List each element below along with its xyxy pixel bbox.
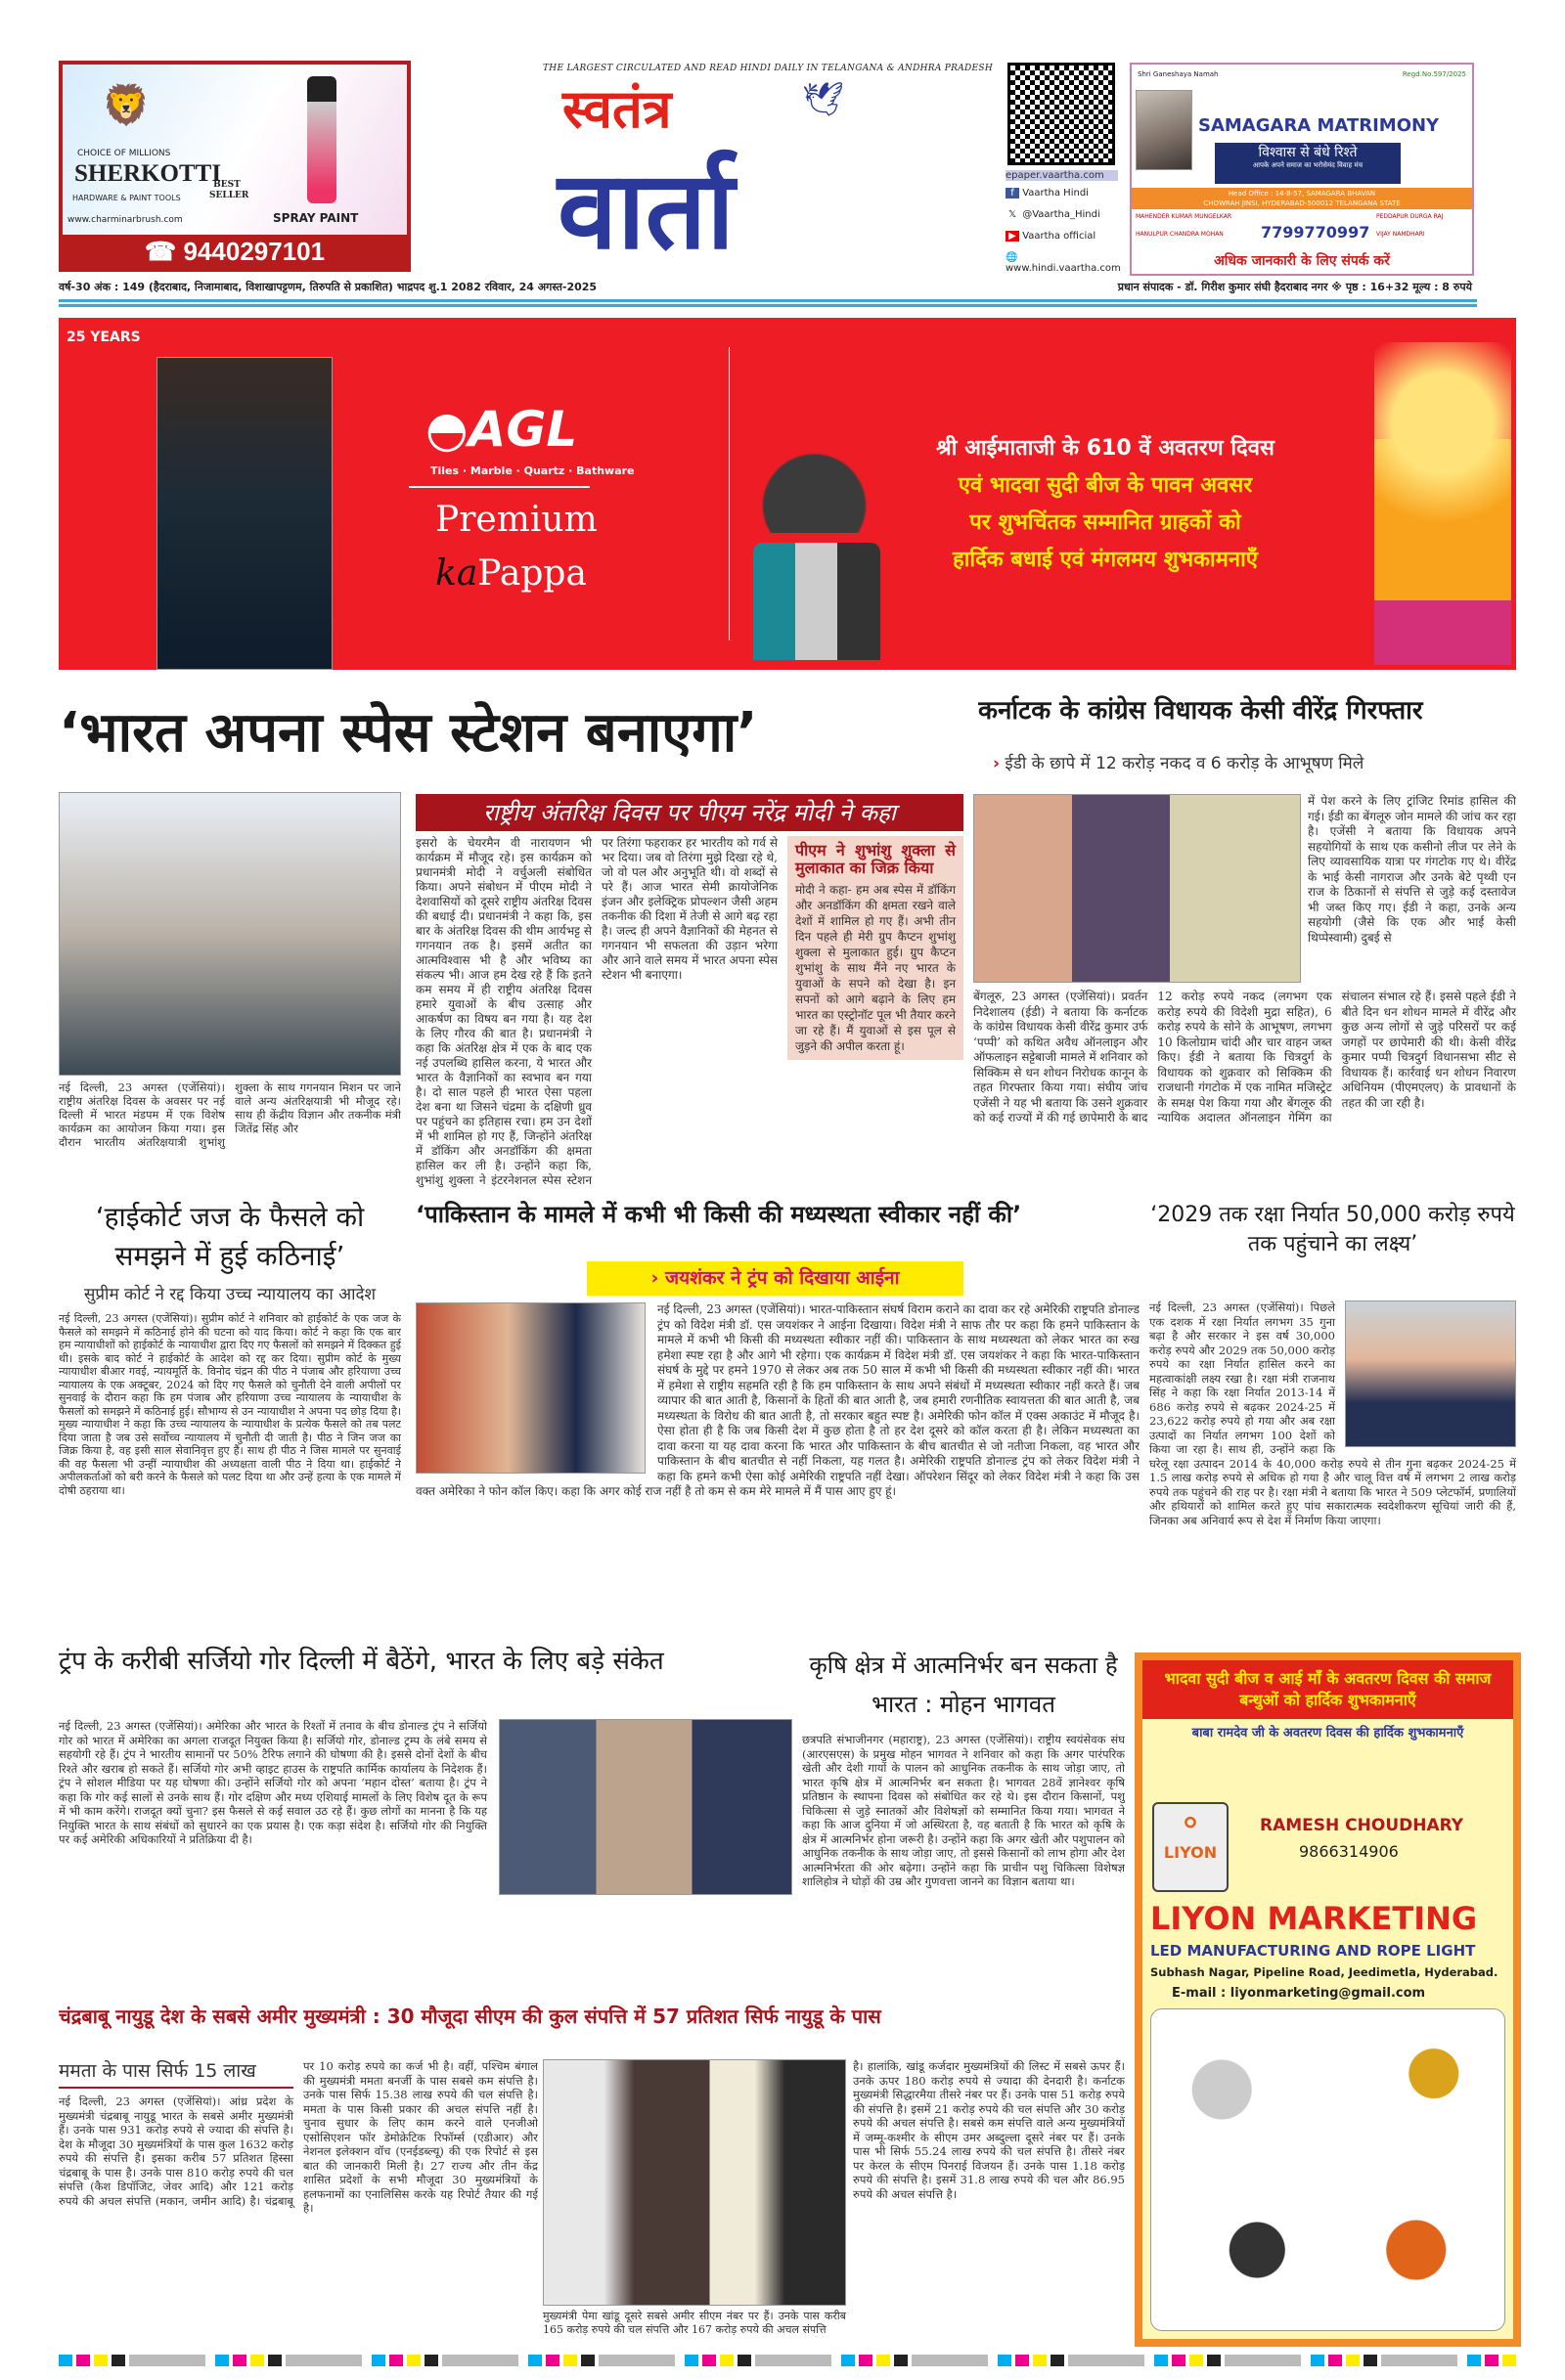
naidu-photo	[543, 2059, 846, 2306]
story-gor-headline[interactable]: ट्रंप के करीबी सर्जियो गोर दिल्ली में बैठेंगे, भारत के लिए बड़े संकेत	[59, 1647, 664, 1676]
story-defence-body	[1149, 1300, 1516, 1630]
ad-slogan-sub: आपके अपने समाज का भरोसेमंद विवाह मंच	[1252, 161, 1364, 169]
lead-sidebox	[787, 836, 963, 1060]
ad-divider	[409, 486, 590, 488]
ad-slogan: विश्वास से बंधे रिश्ते	[1258, 145, 1358, 160]
agl-sub: Tiles · Marble · Quartz · Bathware	[430, 464, 635, 477]
liyon-person: RAMESH CHOUDHARY	[1260, 1816, 1464, 1835]
liyon-phone: 9866314906	[1299, 1842, 1399, 1861]
ad-top-left: Shri Ganeshaya Namah	[1138, 70, 1219, 78]
ad-member: HANULPUR CHANDRA MOHAN	[1136, 231, 1224, 238]
naidu-caption: मुख्यमंत्री पेमा खांडू दूसरे सबसे अमीर सीएम नंबर पर हैं। उनके पास करीब 165 करोड़ रुपये की चल संपत्ति और 167 करोड़ रुपये की अचल संपत्ति	[543, 2310, 846, 2336]
social-links	[1006, 188, 1128, 274]
print-color-bar	[59, 2355, 1516, 2366]
sidebox-title: पीएम ने शुभांशु शुक्ला से मुलाकात का जिक्र किया	[795, 841, 956, 878]
story-bhagwat-headline[interactable]: कृषि क्षेत्र में आत्मनिर्भर बन सकता है भारत : मोहन भागवत	[809, 1652, 1118, 1718]
modi-photo	[59, 792, 401, 1076]
story-defence-headline[interactable]: ‘2029 तक रक्षा निर्यात 50,000 करोड़ रुपये तक पहुंचाने का लक्ष्य’	[1150, 1203, 1515, 1256]
social-label: @Vaartha_Hindi	[1022, 209, 1100, 220]
arrow-icon: ›	[650, 1267, 659, 1289]
sidebox-body: मोदी ने कहा- हम अब स्पेस में डॉकिंग और अनडॉकिंग की क्षमता रखने वाले देशों में शामिल हो गए हैं। अभी तीन दिन पहले ही मेरी ग्रुप कैप्टन शुभांशु शुक्ला से मुलाकात हुई। ग्रुप कैप्टन शुभांशु के साथ मैंने नए भारत के युवाओं के सपने को देखा है। इन सपनों को आगे बढ़ाने के लिए हम भारत का एस्ट्रोनॉट पूल भी तैयार करने जा रहे हैं। मैं युवाओं से इस पूल से जुड़ने की अपील करता हूं।	[795, 882, 956, 1053]
ad-phone: 9440297101	[183, 237, 326, 266]
liyon-products-image	[1150, 2008, 1505, 2331]
story-karnataka-sub: › ईडी के छापे में 12 करोड़ नकद व 6 करोड़ के आभूषण मिले	[993, 754, 1364, 773]
social-label: Vaartha Hindi	[1022, 188, 1089, 198]
sub-text: ईडी के छापे में 12 करोड़ नकद व 6 करोड़ के आभूषण मिले	[1005, 754, 1364, 773]
lead-body-area	[416, 836, 963, 1188]
ad-cta: अधिक जानकारी के लिए संपर्क करें	[1214, 253, 1390, 269]
story-naidu-headline[interactable]: चंद्रबाबू नायुडू देश के सबसे अमीर मुख्यमंत्री : 30 मौजूदा सीएम की कुल संपत्ति में 57 प्रतिशत सिर्फ नायुडू के पास	[59, 2005, 881, 2028]
x-link[interactable]	[1006, 209, 1128, 231]
ad-brand: SHERKOTTI	[74, 160, 222, 187]
greeting-line: हार्दिक बधाई एवं मंगलमय शुभकामनाएँ	[953, 548, 1258, 572]
x-icon: 𝕏	[1007, 209, 1017, 220]
masthead-logo-top: स्वतंत्र	[562, 78, 672, 140]
greeting-line: पर शुभचिंतक सम्मानित ग्राहकों को	[969, 510, 1241, 535]
ad-sub: HARDWARE & PAINT TOOLS	[72, 194, 181, 202]
globe-icon: 🌐	[1006, 252, 1018, 263]
lion-logo-icon: 🦁	[102, 83, 151, 128]
ad-liyon-marketing	[1135, 1653, 1521, 2347]
best-seller-badge: BEST SELLER	[209, 180, 249, 200]
qr-code[interactable]	[1007, 63, 1115, 165]
facebook-icon: f	[1006, 188, 1019, 198]
header-divider	[59, 299, 1477, 307]
ad-person-photo	[1136, 90, 1192, 170]
slogan-premium: Premium	[435, 500, 598, 540]
agl-logo-icon: ◓	[425, 401, 469, 458]
greeting-line: एवं भादवा सुदी बीज के पावन अवसर	[958, 473, 1253, 498]
molecule-icon: ⚬	[1176, 1804, 1205, 1843]
agl-brand: AGL	[468, 401, 578, 458]
lead-headline[interactable]: ‘भारत अपना स्पेस स्टेशन बनाएगा’	[59, 701, 758, 765]
liyon-email[interactable]: E-mail : liyonmarketing@gmail.com	[1172, 1986, 1426, 2001]
trump-modi-gor-photo	[499, 1719, 792, 1895]
ad-reg: Regd.No.597/2025	[1402, 70, 1466, 78]
youtube-link[interactable]	[1006, 231, 1128, 252]
ad-member: MAHENDER KUMAR MUNGELKAR	[1136, 213, 1232, 220]
ad-phone-bar: ☎ 9440297101	[63, 235, 407, 268]
story-hc-headline[interactable]: ‘हाईकोर्ट जज के फैसले को समझने में हुई कठिनाई’	[95, 1201, 365, 1272]
ad-member: VIJAY NAMDHARI	[1376, 231, 1425, 238]
liyon-address: Subhash Nagar, Pipeline Road, Jeedimetla, Hyderabad.	[1150, 1965, 1498, 1979]
ad-url: www.charminarbrush.com	[67, 215, 183, 225]
ad-vertical-divider	[729, 347, 730, 640]
story-naidu-right: है। हालांकि, खांडू कर्जदार मुख्यमंत्रियों की लिस्ट में सबसे ऊपर हैं। उनके ऊपर 180 करोड़ रुपये से ज्यादा की देनदारी है। कर्नाटक मुख्यमंत्री सिद्धारमैया तीसरे नंबर पर हैं। उनके पास 51 करोड़ रुपये की संपत्ति है। इसमें 21 करोड़ रुपये की चल संपत्ति और 30 करोड़ रुपये की अचल संपत्ति है। सबसे कम संपत्ति वाले अन्य मुख्यमंत्रियों में जम्मू-कश्मीर के सीएम उमर अब्दुल्ला दूसरे नंबर पर हैं। उनके पास भी सिर्फ 55.24 लाख रुपये की चल संपत्ति है। तीसरे नंबर पर केरल के सीएम पिनराई विजयन हैं। उनके पास 1.18 करोड़ रुपये की संपत्ति है। इसमें 31.8 लाख रुपये की चल और 86.95 रुपये की अचल संपत्ति है।	[853, 2059, 1125, 2201]
story-karnataka-body: बेंगलूरु, 23 अगस्त (एजेंसियां)। प्रवर्तन निदेशालय (ईडी) ने बताया कि कर्नाटक के कांग्रेस विधायक केसी वीरेंद्र कुमार उर्फ ‘पप्पी’ को कथित अवैध ऑनलाइन और ऑफलाइन सट्टेबाजी मामले में शनिवार को सिक्किम से धन शोधन निरोधक कानून के तहत गिरफ्तार किया गया। संघीय जांच एजेंसी ने यह भी बताया कि उसने शुक्रवार को कई राज्यों में की गई छापेमारी के बाद 12 करोड़ रुपये नकद (लगभग एक करोड़ रुपये की विदेशी मुद्रा सहित), 6 करोड़ रुपये के सोने के आभूषण, लगभग 10 किलोग्राम चांदी और चार वाहन जब्त किए। ईडी ने बताया कि चित्रदुर्ग के विधायक को शुक्रवार को सिक्किम की राजधानी गंगटोक में एक नामित मजिस्ट्रेट के समक्ष पेश किया गया और बेंगलूरु की न्यायिक अदालत ऑनलाइन गेमिंग का संचालन संभाल रहे हैं। इससे पहले ईडी ने बीते दिन धन शोधन मामले में वीरेंद्र और कुछ अन्य लोगों से जुड़े परिसरों पर कई जगहों पर छापेमारी की थी। केसी वीरेंद्र कुमार पप्पी चित्रदुर्ग विधानसभा सीट से विधायक हैं। कार्रवाई धन शोधन निवारण अधिनियम (पीएमएलए) के प्रावधानों के तहत की जा रही है।	[973, 990, 1516, 1124]
dateline-left: वर्ष-30 अंक : 149 (हैदराबाद, निजामाबाद, विशाखापट्टणम, तिरुपति से प्रकाशित) भाद्रपद शु.1 2082 रविवार, 24 अगस्त-2025	[59, 281, 598, 293]
years-badge: 25 YEARS	[67, 330, 141, 345]
story-jaishankar-headline[interactable]: ‘पाकिस्तान के मामले में कभी भी किसी की मध्यस्थता स्वीकार नहीं की’	[416, 1201, 1022, 1228]
banner-ad	[59, 318, 1516, 670]
rajnath-photo	[1345, 1300, 1516, 1447]
story-jaishankar-body	[416, 1302, 1140, 1630]
ad-office: Head Office : 14-8-57, SAMAGARA BHAVAN	[1228, 190, 1376, 198]
slogan-line2	[435, 552, 587, 595]
liyon-greeting: बाबा रामदेव जी के अवतरण दिवस की हार्दिक शुभकामनाएँ	[1191, 1726, 1464, 1741]
ad-office-bar	[1132, 188, 1472, 209]
story-hc-body: नई दिल्ली, 23 अगस्त (एजेंसियां)। सुप्रीम कोर्ट ने शनिवार को हाईकोर्ट के एक जज के फैसले को समझने में कठिनाई होने की घटना को याद किया। कोर्ट ने कहा कि एक बार हम न्यायाधीशों को हाईकोर्ट के न्यायाधीश द्वारा दिए गए फैसलों को समझने में दिक्कत हुई थी। इसके बाद कोर्ट ने हाईकोर्ट के आदेश को रद्द कर दिया। सुप्रीम कोर्ट के मुख्य न्यायाधीश बीआर गवई, न्यायमूर्ति के. विनोद चंद्रन की पीठ ने पंजाब और हरियाणा उच्च न्यायालय के एक अक्टूबर, 2024 को दिए गए फैसले को चुनौती देने वाली अपीलों पर सुनवाई के दौरान कहा कि हम पंजाब और हरियाणा उच्च न्यायालय के न्यायाधीश के फैसलों को समझने में कठिनाई हुई। सौभाग्य से उन न्यायाधीश ने अपना पद छोड़ दिया है। मुख्य न्यायाधीश ने कहा कि उच्च न्यायालय के न्यायाधीश के प्रत्येक फैसले को तब पलट दिया जाता है जब उसे सर्वोच्च न्यायालय में चुनौती दी जाती है। पीठ ने जिन जज का जिक्र किया है, वह इसी साल सेवानिवृत्त हुए हैं। साथ ही पीठ ने जिस मामले पर सुनवाई की वह फैसला भी उन्हीं न्यायाधीश की अध्यक्षता वाली पीठ ने दिया था। हाईकोर्ट ने अपीलकर्ताओं को बरी करने के फैसले को पलट दिया था और उन्हें हत्या के एक मामले में दोषी ठहराया था।	[59, 1312, 401, 1497]
banner-text: जयशंकर ने ट्रंप को दिखाया आईना	[664, 1267, 900, 1289]
lead-photo-caption: नई दिल्ली, 23 अगस्त (एजेंसियां)। राष्ट्रीय अंतरिक्ष दिवस के अवसर पर नई दिल्ली में भारत मंडपम में एक विशेष कार्यक्रम का आयोजन किया गया। इस दौरान भारतीय अंतरिक्षयात्री शुभांशु शुक्ला के साथ गगनयान मिशन पर जाने वाले अन्य अंतरिक्षयात्री भी मौजूद रहे। साथ ही केंद्रीय विज्ञान और तकनीक मंत्री जितेंद्र सिंह और	[59, 1080, 401, 1149]
story-karnataka-side: में पेश करने के लिए ट्रांजिट रिमांड हासिल की गई। ईडी का बेंगलूरु जोन मामले की जांच कर रहा है। एजेंसी ने बताया कि विधायक अपने सहयोगियों के साथ एक कसीनो लीज पर लेने के लिए व्यावसायिक यात्रा पर गंगटोक गए थे। वीरेंद्र के भाई केसी नागराज और उनके बेटे पृथ्वी एन राज के ठिकानों से संपत्ति से जुड़े कई दस्तावेज भी जब्त किए गए। ईडी ने कहा, उनके अन्य सहयोगी (जैसे कि एक और भाई केसी थिप्पेस्वामी) दुबई से	[1308, 794, 1516, 945]
liyon-top-banner: भादवा सुदी बीज व आई माँ के अवतरण दिवस की समाज बन्धुओं को हार्दिक शुभकामनाएँ	[1142, 1660, 1513, 1719]
ad-samagara-matrimony	[1130, 63, 1474, 276]
story-naidu-sub: ममता के पास सिर्फ 15 लाख	[59, 2059, 293, 2089]
body-text: नई दिल्ली, 23 अगस्त (एजेंसियां)। अमेरिका और भारत के रिश्तों में तनाव के बीच डोनाल्ड ट्रंप ने सर्जियो गोर को भारत में अमेरिका का अगला राजदूत नियुक्त किया है। सर्जियो गोर, डोनाल्ड ट्रम्प के लंबे समय से सहयोगी रहे हैं। ट्रंप ने भारतीय सामानों पर 50% टैरिफ लगाने की घोषणा की है। इससे दोनों देशों के बीच रिश्ते और खराब हो सकते हैं। सर्जियो गोर अभी व्हाइट हाउस के राष्ट्रपति कार्मिक कार्यालय के निदेशक हैं। ट्रंप ने सोशल मीडिया पर यह घोषणा की। उन्होंने सर्जियो गोर को अपना ‘महान दोस्त’ बताया है। ट्रंप ने कहा कि गोर कई सालों से उनके साथ हैं। गोर दक्षिण और मध्य एशियाई मामलों के लिए विशेष दूत के रूप में भी काम करेंगे। राजदूत क्यों चुना? इस फैसले से कई सवाल उठ रहे हैं। कुछ लोगों का मानना है कि यह नियुक्ति भारत के साथ संबंधों को सुधारने का एक प्रयास है। एक कड़ा संदेश है। सर्जियो गोर की नियुक्ति पर कई अमेरिकी अधिकारियों ने प्रतिक्रिया दी है।	[59, 1719, 487, 1846]
ad-office: CHOWRAH JINSI, HYDERABAD-500012 TELANGANA STATE	[1203, 199, 1401, 207]
ad-slogan-box	[1215, 143, 1401, 184]
website-link[interactable]	[1006, 252, 1128, 274]
youtube-icon: ▶	[1006, 231, 1019, 242]
dove-icon: 🕊	[802, 80, 845, 119]
lead-kicker-banner: राष्ट्रीय अंतरिक्ष दिवस पर पीएम नरेंद्र मोदी ने कहा	[416, 794, 963, 831]
slogan-ka: ka	[435, 553, 478, 594]
story-naidu-body	[59, 2059, 538, 2347]
facebook-link[interactable]	[1006, 188, 1128, 209]
social-label: www.hindi.vaartha.com	[1006, 263, 1121, 274]
dateline-right: प्रधान संपादक - डॉ. गिरीश कुमार संघी हैदराबाद नगर ※ पृष्ठ : 16+32 मूल्य : 8 रुपये	[1117, 281, 1472, 293]
body-text: नई दिल्ली, 23 अगस्त (एजेंसियां)। आंध्र प्रदेश के मुख्यमंत्री चंद्रबाबू नायुडू भारत के सबसे अमीर मुख्यमंत्री हैं। उनके पास 931 करोड़ रुपये से ज्यादा की संपत्ति है। देश के मौजूदा 30 मुख्यमंत्रियों के पास कुल 1632 करोड़ रुपये की संपत्ति है। इसका करीब 57 प्रतिशत हिस्सा चंद्रबाबू के पास है। उनके पास 810 करोड़ रुपये की चल संपत्ति (कैश डिपॉजिट, जेवर आदि) और 121 करोड़ रुपये की अचल संपत्ति (मकान, जमीन आदि) है। चंद्रबाबू पर 10 करोड़ रुपये का कर्ज भी है। वहीं, पश्चिम बंगाल की मुख्यमंत्री ममता बनर्जी के पास सबसे कम संपत्ति है। उनके पास सिर्फ 15.38 लाख रुपये की चल संपत्ति है। ममता के पास किसी प्रकार की अचल संपत्ति नहीं है। चुनाव सुधार के लिए काम करने वाले एनजीओ एसोसिएशन फॉर डेमोक्रेटिक रिफॉर्म्स (एडीआर) और नेशनल इलेक्शन वॉच (एनईडब्ल्यू) की एक रिपोर्ट से इस बात की जानकारी मिली है। 27 राज्य और तीन केंद्र शासित प्रदेशों के सभी मौजूदा 30 मुख्यमंत्रियों के हलफनामों का एनालिसिस करके यह रिपोर्ट तैयार की गई है।	[59, 2059, 538, 2215]
story-hc-sub: सुप्रीम कोर्ट ने रद्द किया उच्च न्यायालय का आदेश	[83, 1285, 377, 1304]
liyon-logo	[1152, 1802, 1229, 1892]
body-text: नई दिल्ली, 23 अगस्त (एजेंसियां)। भारत-पाकिस्तान संघर्ष विराम कराने का दावा कर रहे अमेरिकी राष्ट्रपति डोनाल्ड ट्रंप को विदेश मंत्री डॉ. एस जयशंकर ने आईना दिखाया। विदेश मंत्री ने साफ तौर पर कहा कि हमने पाकिस्तान के मामले में कभी भी किसी की मध्यस्थता स्वीकार नहीं की। पाकिस्तान के साथ मध्यस्थता को लेकर भारत का रुख हमेशा स्पष्ट रहा है और आगे भी रहेगा। एक कार्यक्रम में विदेश मंत्री डॉ. एस जयशंकर ने कहा कि भारत-पाकिस्तान संघर्ष के मुद्दे पर हमने 1970 से लेकर अब तक 50 साल में कभी भी किसी की मध्यस्थता स्वीकार नहीं की। भारत में हमेशा से राष्ट्रीय सहमति रही है कि हम पाकिस्तान के साथ अपने संबंधों में मध्यस्थता स्वीकार नहीं करते हैं। जब व्यापार की बात आती है, किसानों के हितों की बात आती है, जब हमारी रणनीतिक स्वायत्तता की बात आती है, जब मध्यस्थता के विरोध की बात आती है, तो सरकार बहुत स्पष्ट है। अमेरिकी फोन कॉल में एक्स अकाउंट में मौजूद है। ऐसा होता ही है कि जब किसी देश में कुछ होता है तो हर देश दूसरे को कॉल करता ही है। लेकिन मध्यस्थता का दावा करना या यह दावा करना कि भारत और पाकिस्तान के बीच बातचीत से जो नतीजा निकला, वह भारत और पाकिस्तान के बीच बातचीत से नहीं निकला, यह गलत है। अमेरिकी राष्ट्रपति डोनाल्ड ट्रंप को लेकर विदेश मंत्री ने कहा कि हमने कभी ऐसा कोई अमेरिकी राष्ट्रपति नहीं देखा। ऑपरेशन सिंदूर को लेकर विदेश मंत्री ने कहा कि उस वक्त अमेरिका ने फोन कॉल किए। कहा कि अगर कोई राज नहीं है तो कम से कम मेरे मामले में मैं पास आए हुए हूं।	[416, 1302, 1140, 1498]
ad-tag: CHOICE OF MILLIONS	[77, 149, 171, 158]
masthead-tagline: THE LARGEST CIRCULATED AND READ HINDI DAILY IN TELANGANA & ANDHRA PRADESH	[543, 64, 994, 73]
social-label: Vaartha official	[1022, 231, 1096, 242]
slogan-pappa: Pappa	[477, 553, 587, 594]
ad-phone: 7799770997	[1261, 223, 1370, 242]
story-bhagwat-body: छत्रपति संभाजीनगर (महाराष्ट्र), 23 अगस्त (एजेंसियां)। राष्ट्रीय स्वयंसेवक संघ (आरएसएस) के प्रमुख मोहन भागवत ने शनिवार को कहा कि अगर पारंपरिक खेती और देशी गायों के पालन को आधुनिक तकनीक के साथ जोड़ा जाए, तो भारत कृषि क्षेत्र में आत्मनिर्भर बन सकता है। भागवत 28वें ज्ञानेश्वर कृषि प्रतिष्ठान के स्थापना दिवस को संबोधित कर रहे थे। इस दौरान किसानों, पशु चिकित्सा से जुड़े स्नातकों और विशेषज्ञों को सम्मानित किया गया। भागवत ने कहा कि आज दुनिया में जो अस्थिरता है, वह बताती है कि भारत को कृषि के क्षेत्र में आत्मनिर्भर होना जरूरी है। उन्होंने कहा कि अगर खेती और पशुपालन को आधुनिक तकनीक के साथ जोड़ा जाए, तो इससे किसानों को लाभ होगा और देश आत्मनिर्भरता की ओर बढ़ेगा। उन्होंने कहा कि प्राचीन पशु चिकित्सा विशेषज्ञ शालिहोत्र ने घोड़ों की उम्र और गुणवत्ता जानने का विज्ञान बताया था।	[802, 1733, 1125, 1888]
greeting-line: श्री आईमाताजी के 610 वें अवतरण दिवस	[936, 436, 1274, 461]
agl-logo	[425, 401, 577, 458]
lead-body: इसरो के चेयरमैन वी नारायणन भी कार्यक्रम में मौजूद रहे। इस कार्यक्रम को प्रधानमंत्री मोदी ने वर्चुअली संबोधित किया। अपने संबोधन में पीएम मोदी ने देशवासियों को दूसरे राष्ट्रीय अंतरिक्ष दिवस की बधाई दी। प्रधानमंत्री ने कहा कि, इस बार के अंतरिक्ष दिवस की थीम आर्यभट्ट से गगनयान तक है। इसमें अतीत का आत्मविश्वास भी है और भविष्य का संकल्प भी। आज हम देख रहे हैं कि इतने कम समय में ही राष्ट्रीय अंतरिक्ष दिवस हमारे युवाओं के बीच उत्साह और आकर्षण का विषय बन गया है। यह देश के लिए गौरव की बात है। प्रधानमंत्री ने कहा कि अंतरिक्ष क्षेत्र में एक के बाद एक नई उपलब्धि हासिल करना, ये भारत और भारत के वैज्ञानिकों का स्वभाव बन गया है। दो साल पहले ही भारत ऐसा पहला देश बना था जिसने चंद्रमा के दक्षिणी ध्रुव पर पहुंचने का इतिहास रचा। हम उन देशों में भी शामिल हो गए हैं, जिन्होंने अंतरिक्ष में डॉकिंग और अनडॉकिंग की क्षमता हासिल कर ली है। उन्होंने कहा कि, शुभांशु शुक्ला ने इंटरनेशनल स्पेस स्टेशन पर तिरंगा फहराकर हर भारतीय को गर्व से भर दिया। जब वो तिरंगा मुझे दिखा रहे थे, जो वो पल और अनुभूति थी। वो शब्दों से परे हैं। आज भारत सेमी क्रायोजेनिक इंजन और इलेक्ट्रिक प्रोपल्शन जैसी अहम तकनीक की दिशा में तेजी से आगे बढ़ रहा है। जल्द ही अपने वैज्ञानिकों की मेहनत से गगनयान भी सफलता की उड़ान भरेगा और आने वाले समय में भारत अपना स्पेस स्टेशन भी बनाएगा।	[416, 836, 778, 1187]
deity-image	[1374, 342, 1511, 665]
karnataka-photo	[973, 794, 1301, 983]
ad-sherkotti	[59, 61, 411, 272]
liyon-brand: LIYON MARKETING	[1150, 1900, 1478, 1937]
masthead-logo-main: वार्ता	[558, 148, 735, 273]
ad-product: SPRAY PAINT	[273, 211, 359, 225]
body-text: नई दिल्ली, 23 अगस्त (एजेंसियां)। पिछले एक दशक में रक्षा निर्यात लगभग 35 गुना बढ़ा है और सरकार ने इस वर्ष 30,000 करोड़ रुपये और 2029 तक 50,000 करोड़ रुपये का रक्षा निर्यात हासिल करने का महत्वाकांक्षी लक्ष्य रखा है। रक्षा मंत्री राजनाथ सिंह ने कहा कि रक्षा निर्यात 2013-14 में 686 करोड़ रुपये से बढ़कर 2024-25 में 23,622 करोड़ रुपये हो गया और अब रक्षा उत्पादों का निर्यात लगभग 100 देशों को किया जा रहा है। साथ ही, उन्होंने कहा कि घरेलू रक्षा उत्पादन 2014 के 40,000 करोड़ रुपये से तीन गुना बढ़कर 2024-25 में 1.5 लाख करोड़ रुपये से अधिक हो गया है और चालू वित्त वर्ष में लगभग 2 लाख करोड़ रुपये तक पहुंचने की राह पर है। रक्षा मंत्री ने बताया कि भारत ने 509 प्लेटफॉर्म, प्रणालियों और हथियारों को शामिल करते हुए पांच सकारात्मक स्वदेशीकरण सूचियां जारी की हैं, जिनका अब अनिवार्य रूप से देश में निर्माण किया जाएगा।	[1149, 1300, 1516, 1527]
story-gor-body	[59, 1719, 792, 1954]
story-karnataka-headline[interactable]: कर्नाटक के कांग्रेस विधायक केसी वीरेंद्र गिरफ्तार	[978, 696, 1423, 726]
celebrity-photo	[156, 357, 333, 670]
epaper-link[interactable]: epaper.vaartha.com	[1006, 170, 1118, 181]
jaishankar-photo	[416, 1302, 646, 1474]
ad-greeting	[846, 430, 1364, 579]
spray-can-icon	[307, 76, 336, 203]
liyon-logo-text: LIYON	[1163, 1843, 1218, 1862]
ad-member: PEDDAPUR DURGA RAJ	[1376, 213, 1444, 220]
liyon-tagline: LED MANUFACTURING AND ROPE LIGHT	[1150, 1942, 1476, 1960]
ad-brand: SAMAGARA MATRIMONY	[1198, 115, 1440, 136]
story-jaishankar-banner	[587, 1261, 963, 1296]
